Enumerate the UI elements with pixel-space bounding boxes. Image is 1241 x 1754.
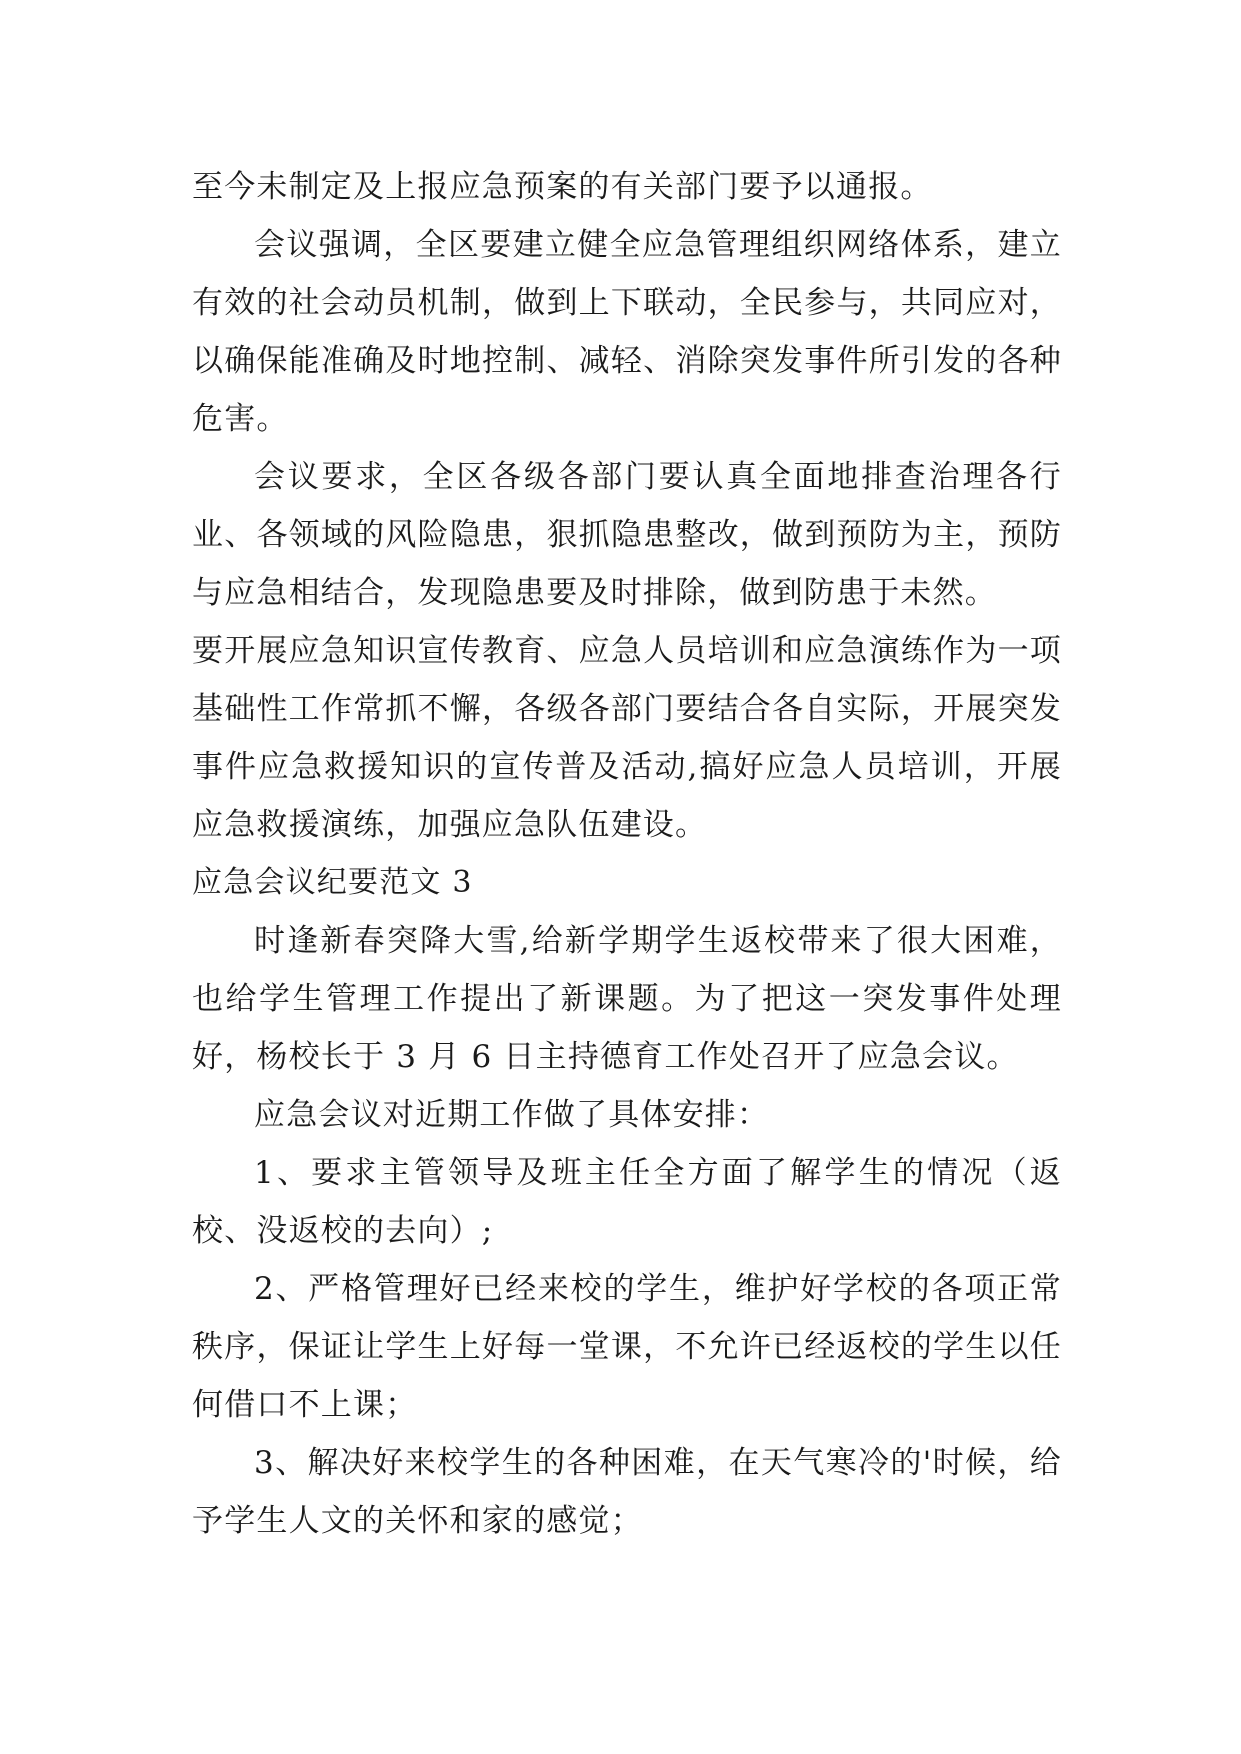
paragraph-5: 时逢新春突降大雪,给新学期学生返校带来了很大困难，也给学生管理工作提出了新课题。为了把这一突发事件处理好，杨校长于 3 月 6 日主持德育工作处召开了应急会议。 — [192, 923, 1062, 1075]
list-item-3: 3、解决好来校学生的各种困难，在天气寒冷的'时候，给予学生人文的关怀和家的感觉； — [192, 1445, 1062, 1539]
paragraph-6: 应急会议对近期工作做了具体安排： — [254, 1097, 770, 1133]
section-heading: 应急会议纪要范文 3 — [192, 865, 473, 900]
list-item-2: 2、严格管理好已经来校的学生，维护好学校的各项正常秩序，保证让学生上好每一堂课，不允许已经返校的学生以任何借口不上课； — [192, 1271, 1062, 1423]
paragraph-2: 会议强调，全区要建立健全应急管理组织网络体系，建立有效的社会动员机制，做到上下联动，全民参与，共同应对，以确保能准确及时地控制、减轻、消除突发事件所引发的各种危害。 — [192, 227, 1062, 437]
list-item-1: 1、要求主管领导及班主任全方面了解学生的情况（返校、没返校的去向）; — [192, 1155, 1062, 1249]
paragraph-4: 要开展应急知识宣传教育、应急人员培训和应急演练作为一项基础性工作常抓不懈，各级各部门要结合各自实际，开展突发事件应急救援知识的宣传普及活动,搞好应急人员培训，开展应急救援演练，加强应急队伍建设。 — [192, 633, 1062, 843]
paragraph-3: 会议要求，全区各级各部门要认真全面地排查治理各行业、各领域的风险隐患，狠抓隐患整改，做到预防为主，预防与应急相结合，发现隐患要及时排除，做到防患于未然。 — [192, 459, 1062, 611]
document-body — [192, 158, 1062, 1550]
paragraph-1: 至今未制定及上报应急预案的有关部门要予以通报。 — [192, 169, 933, 205]
